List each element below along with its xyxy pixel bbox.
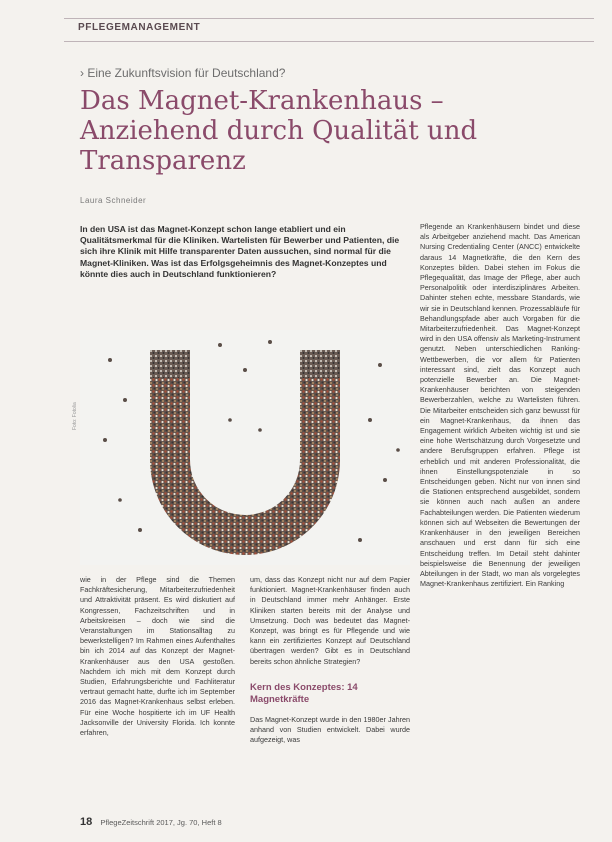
body-column-2-continued (250, 715, 410, 823)
body-column-3 (420, 222, 580, 818)
section-subheading: Kern des Konzeptes: 14 Magnetkräfte (250, 682, 358, 705)
crowd-magnet-photo (80, 330, 410, 565)
body-text: wie in der Pflege sind die Themen Fachkräftesicherung, Mitarbeiterzufriedenheit und Attraktivität präsent. Es wird diskutiert auf Kongressen, Fachzeitschriften und in Arbeitskreisen – doch wie sind die Veranstaltungen im Stationsalltag zu bewerkstelligen? Im Rahmen eines Aufenthaltes bin ich 2014 auf das Konzept der Magnet-Krankenhäuser aus den USA gestoßen. Nachdem ich mich mit dem Konzept durch Studien, Erfahrungsberichte und Fachliteratur vertraut gemacht hatte, durfte ich im September 2016 das Magnet-Krankenhaus selbst erleben. Für eine Woche hospitierte ich im UF Health Jacksonville der University Florida. Ich konnte erfahren, (80, 575, 235, 738)
body-column-1 (80, 575, 235, 822)
body-column-2 (250, 575, 410, 666)
page-footer (80, 816, 222, 828)
section-header (64, 18, 594, 42)
body-text: Das Magnet-Konzept wurde in den 1980er Jahren anhand von Studien entwickelt. Dabei wurde aufgezeigt, was (250, 715, 410, 745)
body-text: um, dass das Konzept nicht nur auf dem Papier funktioniert. Magnet-Krankenhäuser finden auch in Deutschland immer mehr Anhänger. Erste Kliniken starten bereits mit der Analyse und Umsetzung. Doch was bedeutet das Magnet-Konzept, was bringt es für Pflegende und wie kann ein zertifiziertes Konzept auf Deutschland übertragen werden? Gibt es in Deutschland bereits schon ähnliche Strategien? (250, 575, 410, 666)
section-label: PFLEGEMANAGEMENT (78, 22, 201, 33)
article-title: Das Magnet-Krankenhaus – Anziehend durch Qualität und Transparenz (80, 86, 478, 176)
page-number: 18 (80, 816, 93, 828)
magnet-crowd-illustration (80, 330, 410, 565)
journal-citation: PflegeZeitschrift 2017, Jg. 70, Heft 8 (100, 818, 222, 827)
article-lead: In den USA ist das Magnet-Konzept schon lange etabliert und ein Qualitätsmerkmal für die Kliniken. Wartelisten für Bewerber und Patienten, die sich ihre Klinik mit Hilfe transparenter Daten aussuchen, sind normal für die Magnet-Kliniken. Was ist das Erfolgsgeheimnis des Magnet-Konzeptes und könnte dies auch in Deutschland funktionieren? (80, 224, 400, 279)
article-kicker: › Eine Zukunftsvision für Deutschland? (80, 66, 286, 80)
photo-credit: Foto: Fotolia (72, 402, 78, 430)
body-text: Pflegende an Krankenhäusern bindet und diese als Arbeitgeber anziehend macht. Das American Nursing Credentialing Center (ANCC) entwickelte daraus 14 Magnetkräfte, die den Kern des Konzeptes bilden. Dabei stehen im Fokus die Pflegequalität, das Image der Pflege, aber auch Personalpolitik oder interdisziplinäres Arbeiten. Dahinter stehen echte, messbare Standards, wie wir sie in Deutschland kennen. Prozessabläufe für Behandlungspfade aber auch Vorgaben für die Mitarbeiterzufriedenheit. Das Magnet-Konzept wird in den USA offensiv als Marketing-Instrument genutzt. Neben unterschiedlichen Ranking-Wettbewerben, die vor allem für Patienten interessant sind, zielt das Konzept auch potenzielle Bewerber an. Die Magnet-Krankenhäuser berichten von steigenden Bewerberzahlen, welche zu Wartelisten führen. Die Mitarbeiter entscheiden sich ganz bewusst für ein Magnet-Krankenhaus, da ihnen das Engagement wirklich Arbeiten wichtig ist und sie eine hohe Wertschätzung durch Vorgesetzte und andere Berufsgruppen erfahren. Pflege ist erheblich und mit anderen Professionalität, die ihnen Einstellungspotenziale in so Entscheidungen geben. Nicht nur von innen sind die Stationen entsprechend ausgebildet, sondern sie können auch nach außen an andere Fachabteilungen werden. Die Patienten wiederum können sich auf Webseiten die Bewertungen der Krankenhäuser in den jeweiligen Bereichen anschauen und erst dann für sich eine Entscheidung treffen. Im Detail steht dahinter beispielsweise die Benennung der jeweiligen Abteilungen in der Stadt, wo man als vorgelegtes Magnet-Krankenhaus zertifiziert. Ein Ranking (420, 222, 580, 589)
article-author: Laura Schneider (80, 196, 147, 205)
